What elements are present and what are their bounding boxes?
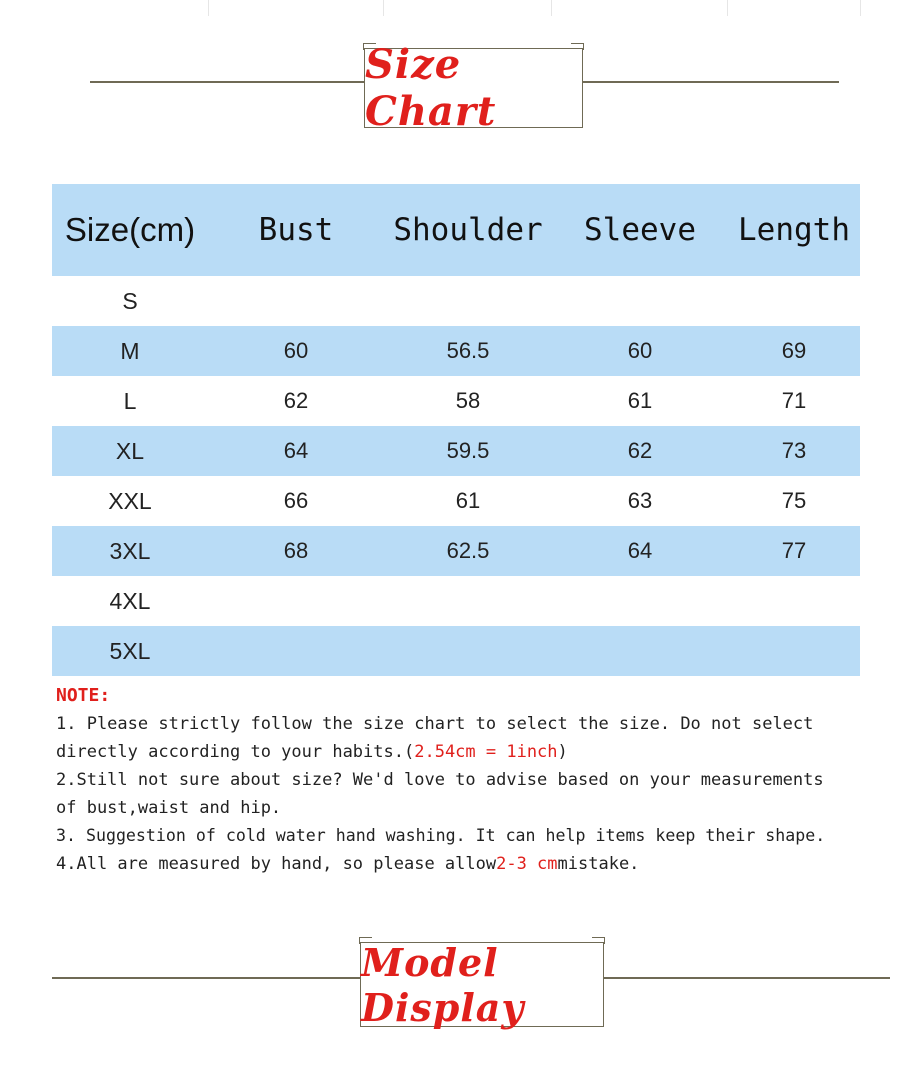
table-cell: M [120,337,140,364]
table-cell: 68 [283,538,309,563]
table-row [52,476,860,526]
table-row [52,526,860,576]
table-cell: 63 [627,488,653,513]
size-chart-title-text: Size Chart [365,41,497,135]
model-display-title [360,939,604,1030]
note-1-cont [56,738,906,766]
table-cell: 71 [781,388,807,413]
note-2: 2.Still not sure about size? We'd love to advise based on your measurements [56,770,824,790]
column-header: Length [738,212,850,248]
table-cell: XL [115,437,145,464]
note-1: 1. Please strictly follow the size chart to select the size. Do not select [56,714,814,734]
column-header: Size(cm) [64,211,196,248]
table-cell: XXL [108,487,152,514]
note-4 [56,850,906,878]
note-text: directly according to your habits.( [56,742,415,762]
table-cell: 69 [781,338,807,363]
table-row [52,576,860,626]
table-row [52,376,860,426]
note-text: 4.All are measured by hand, so please allow [56,854,497,874]
divider [860,0,861,16]
table-cell: 62 [627,438,653,463]
note-highlight: 2.54cm = 1inch [414,742,558,762]
table-cell: 66 [283,488,309,513]
footer-rule-left [52,977,360,979]
table-cell: 77 [781,538,807,563]
table-header [52,184,860,276]
table-cell: 61 [627,388,653,413]
column-header: Sleeve [584,212,696,248]
table-cell: 61 [455,488,481,513]
divider [383,0,384,16]
column-header: Shoulder [393,212,543,248]
table-cell: 60 [627,338,653,363]
divider [208,0,209,16]
title-rule-right [583,81,839,83]
table-cell: 58 [455,388,481,413]
table-row [52,276,860,326]
table-cell: 75 [781,488,807,513]
note-title: NOTE: [56,685,111,706]
footer-rule-right [604,977,890,979]
table-cell: S [122,287,138,314]
title-rule-left [90,81,364,83]
table-cell: 5XL [109,637,151,664]
note-3: 3. Suggestion of cold water hand washing. It can help items keep their shape. [56,826,826,845]
table-cell: 73 [781,438,807,463]
table-cell: 62.5 [446,538,490,563]
table-row [52,426,860,476]
table-cell: 60 [283,338,309,363]
table-cell: 59.5 [446,438,490,463]
table-cell: 62 [283,388,309,413]
table-cell: 64 [283,438,309,463]
column-header: Bust [258,212,334,248]
table-cell: 4XL [109,587,151,614]
table-cell: 56.5 [446,338,490,363]
divider [727,0,728,16]
note-text: ) [557,742,568,762]
divider [551,0,552,16]
notes-section [56,682,906,878]
table-cell: 64 [627,538,653,563]
size-chart-title [364,41,583,135]
table-row [52,326,860,376]
model-display-title-text: Model Display [361,939,525,1030]
table-row [52,626,860,676]
note-2-cont: of bust,waist and hip. [56,798,282,818]
table-cell: 3XL [109,537,151,564]
size-table [52,184,860,676]
table-cell: L [123,387,137,414]
note-highlight: 2-3 cm [496,854,558,874]
note-text: mistake. [557,854,640,874]
